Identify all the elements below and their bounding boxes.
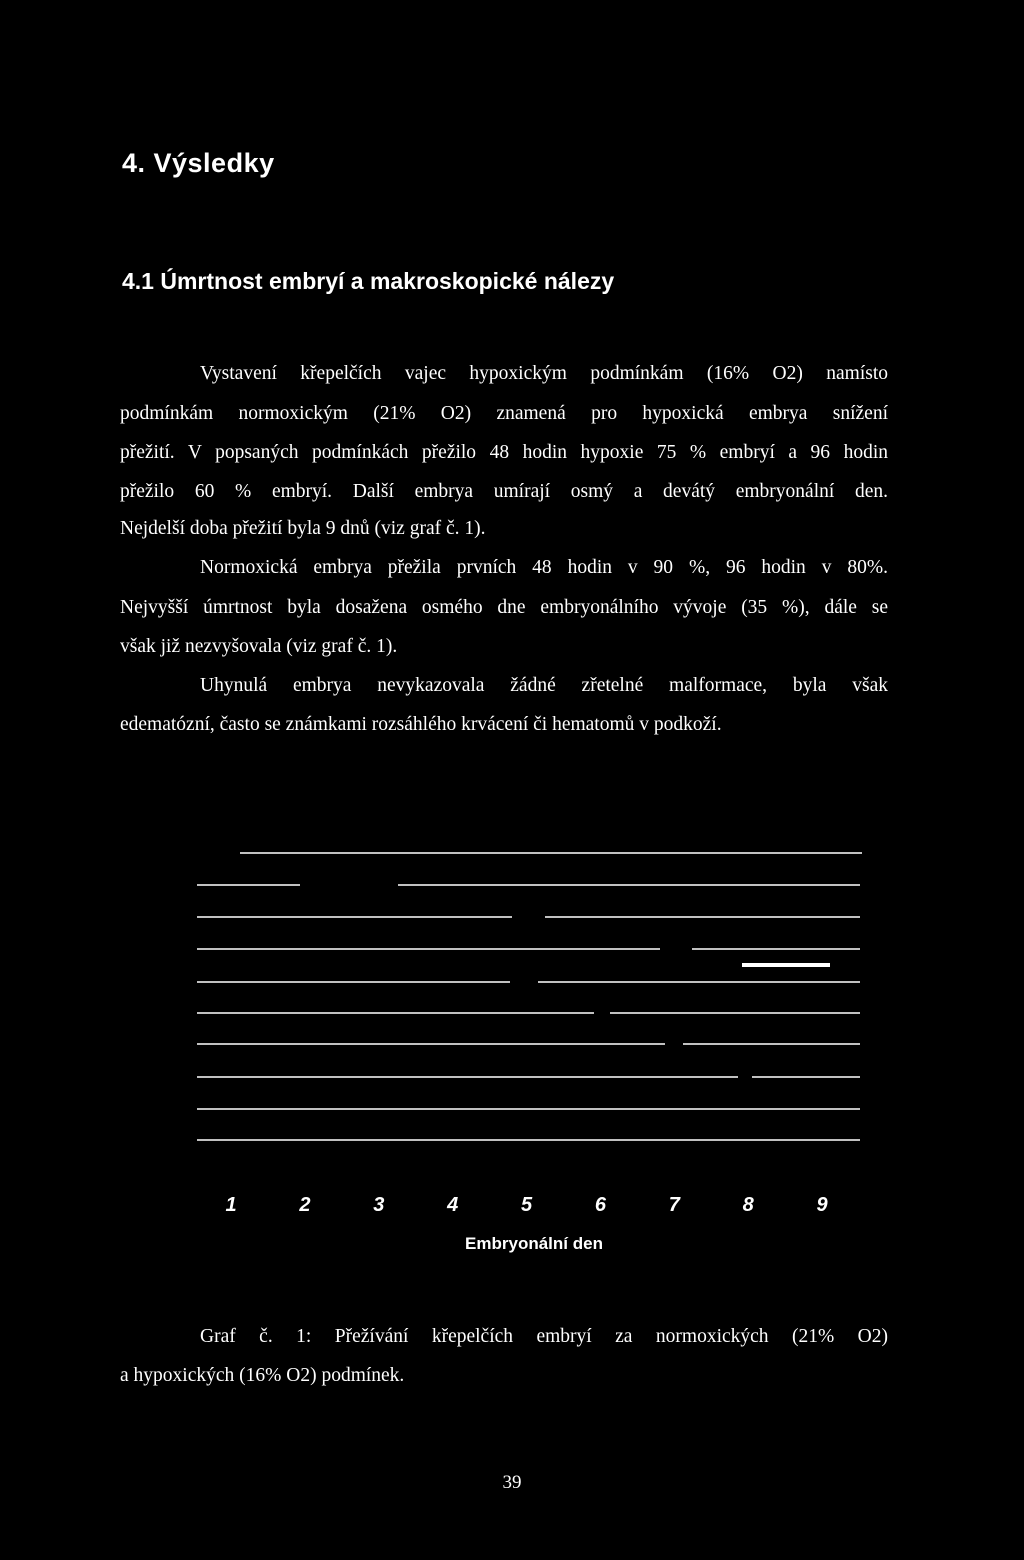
x-tick-label: 2 (299, 1194, 311, 1216)
x-tick-label: 3 (373, 1194, 385, 1216)
chart-mark (742, 963, 830, 967)
figure-caption-line: Graf č. 1: Přežívání křepelčích embryí za normoxických (21% O2) (200, 1326, 888, 1347)
paragraph-line: Nejvyšší úmrtnost byla dosažena osmého dne embryonálního vývoje (35 %), dále se (120, 597, 888, 618)
x-tick-label: 9 (816, 1194, 828, 1216)
paragraph-line: však již nezvyšovala (viz graf č. 1). (120, 636, 398, 657)
x-tick-label: 4 (447, 1194, 459, 1216)
paragraph-line: podmínkám normoxickým (21% O2) znamená pro hypoxická embrya snížení (120, 403, 888, 424)
x-tick-label: 5 (520, 1194, 533, 1216)
paragraph-line: Normoxická embrya přežila prvních 48 hodin v 90 %, 96 hodin v 80%. (200, 557, 888, 578)
x-tick-label: 8 (742, 1194, 754, 1216)
paragraph-line: přežilo 60 % embryí. Další embrya umírají osmý a devátý embryonální den. (120, 481, 888, 502)
paragraph-line: přežití. V popsaných podmínkách přežilo 48 hodin hypoxie 75 % embryí a 96 hodin (120, 442, 888, 463)
figure-caption-line: a hypoxických (16% O2) podmínek. (120, 1365, 405, 1386)
x-tick-label: 1 (225, 1194, 237, 1216)
chart-gridlines (197, 853, 862, 1140)
paragraph-line: Nejdelší doba přežití byla 9 dnů (viz graf č. 1). (120, 518, 486, 539)
paragraph-line: Vystavení křepelčích vajec hypoxickým podmínkám (16% O2) namísto (200, 363, 888, 384)
page-number: 39 (502, 1472, 522, 1493)
x-tick-label: 7 (668, 1194, 680, 1216)
x-tick-label: 6 (594, 1194, 606, 1216)
section-heading: 4. Výsledky (122, 148, 275, 178)
subsection-heading: 4.1 Úmrtnost embryí a makroskopické nálezy (122, 268, 615, 294)
paragraph-line: Uhynulá embrya nevykazovala žádné zřetelné malformace, byla však (200, 675, 888, 696)
x-axis-label: Embryonální den (465, 1234, 603, 1253)
paragraph-line: edematózní, často se známkami rozsáhlého krvácení či hematomů v podkoží. (120, 714, 722, 735)
